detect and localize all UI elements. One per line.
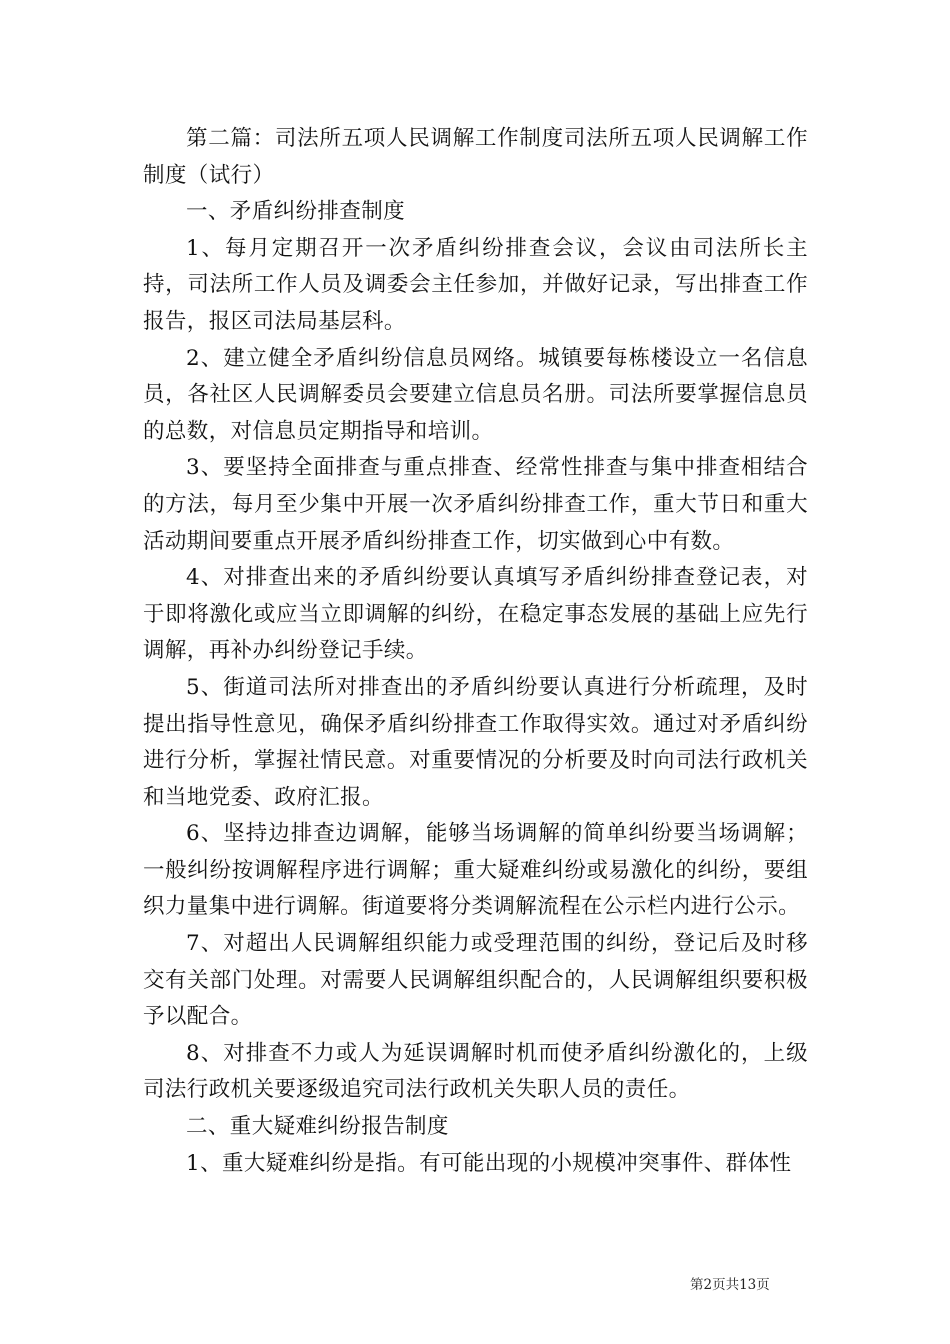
paragraph-6: 6、坚持边排查边调解，能够当场调解的简单纠纷要当场调解；一般纠纷按调解程序进行调解；重大疑难纠纷或易激化的纠纷，要组织力量集中进行调解。街道要将分类调解流程在公示栏内进行公示。 xyxy=(143,821,808,920)
section-heading-2: 二、重大疑难纠纷报告制度 xyxy=(186,1114,449,1140)
paragraph-9: 1、重大疑难纠纷是指。有可能出现的小规模冲突事件、群体性 xyxy=(186,1150,792,1176)
paragraph-7: 7、对超出人民调解组织能力或受理范围的纠纷，登记后及时移交有关部门处理。对需要人民调解组织配合的，人民调解组织要积极予以配合。 xyxy=(143,931,808,1030)
paragraph-8: 8、对排查不力或人为延误调解时机而使矛盾纠纷激化的，上级司法行政机关要逐级追究司法行政机关失职人员的责任。 xyxy=(143,1040,808,1103)
paragraph-5: 5、街道司法所对排查出的矛盾纠纷要认真进行分析疏理，及时提出指导性意见，确保矛盾纠纷排查工作取得实效。通过对矛盾纠纷进行分析，掌握社情民意。对重要情况的分析要及时向司法行政机关和当地党委、政府汇报。 xyxy=(143,674,808,810)
paragraph-4: 4、对排查出来的矛盾纠纷要认真填写矛盾纠纷排查登记表，对于即将激化或应当立即调解的纠纷，在稳定事态发展的基础上应先行调解，再补办纠纷登记手续。 xyxy=(143,565,808,664)
paragraph-3: 3、要坚持全面排查与重点排查、经常性排查与集中排查相结合的方法，每月至少集中开展一次矛盾纠纷排查工作，重大节日和重大活动期间要重点开展矛盾纠纷排查工作，切实做到心中有数。 xyxy=(143,455,808,554)
document-body xyxy=(143,121,808,1182)
section-title: 第二篇：司法所五项人民调解工作制度司法所五项人民调解工作制度（试行） xyxy=(143,126,808,188)
paragraph-1: 1、每月定期召开一次矛盾纠纷排查会议，会议由司法所长主持，司法所工作人员及调委会主任参加，并做好记录，写出排查工作报告，报区司法局基层科。 xyxy=(143,235,808,334)
paragraph-2: 2、建立健全矛盾纠纷信息员网络。城镇要每栋楼设立一名信息员，各社区人民调解委员会要建立信息员名册。司法所要掌握信息员的总数，对信息员定期指导和培训。 xyxy=(143,345,808,444)
section-heading-1: 一、矛盾纠纷排查制度 xyxy=(186,199,406,225)
page-number-footer: 第2页共13页 xyxy=(690,1277,770,1293)
